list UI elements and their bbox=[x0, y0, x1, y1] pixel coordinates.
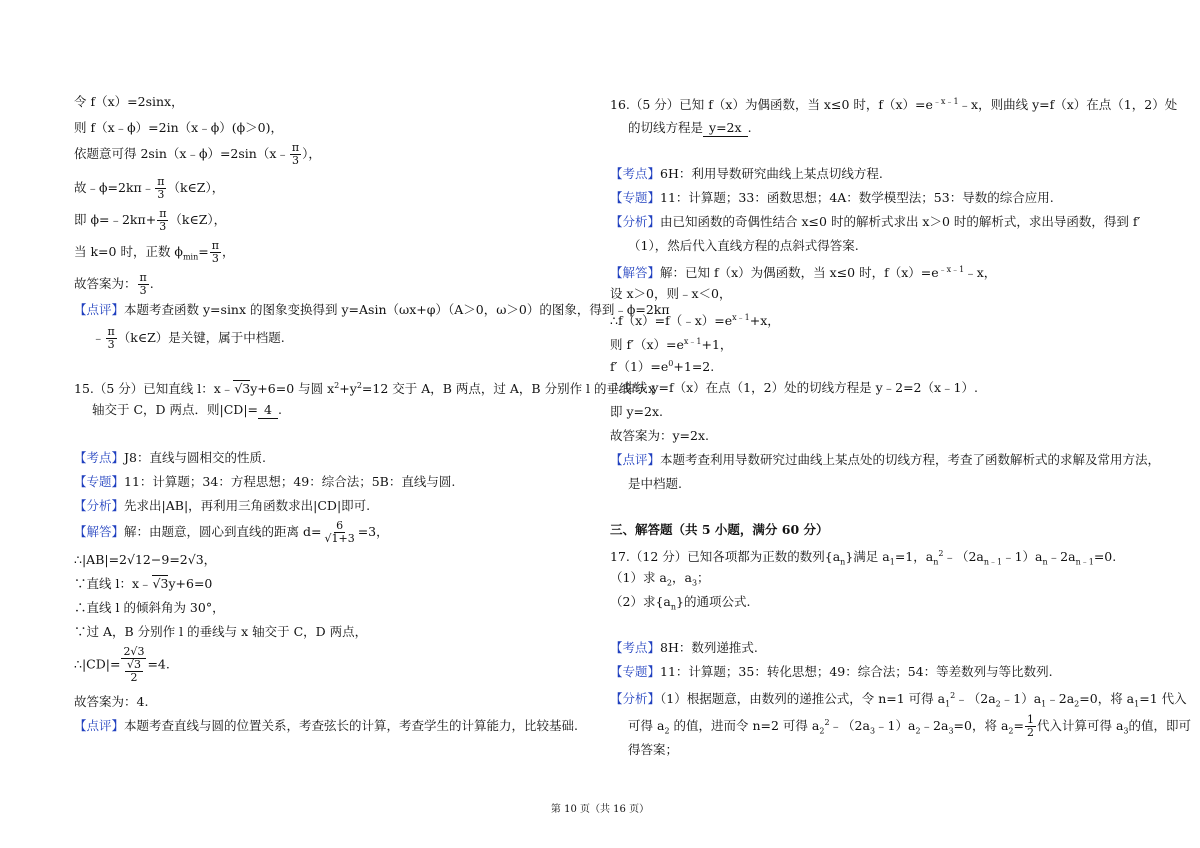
jieda-line: ∴直线 l 的倾斜角为 30°， bbox=[74, 600, 225, 615]
fraction: $\frac{\pi}{3}$ bbox=[157, 175, 165, 201]
fenxi-line: 【分析】由已知函数的奇偶性结合 x≤0 时的解析式求出 x＞0 时的解析式，求出导函数，得到 f′ bbox=[610, 214, 1141, 229]
fenxi-line: 【分析】先求出|AB|，再利用三角函数求出|CD|即可. bbox=[74, 498, 371, 513]
solution-line: 依题意可得 2sin（x﹣ϕ）=2sin（x﹣ $\frac{\pi}{3}$ ）， bbox=[74, 141, 321, 167]
question-15: 轴交于 C，D 两点．则|CD|= 4 . bbox=[92, 402, 282, 417]
fraction: $\frac{\pi}{3}$ bbox=[291, 141, 300, 167]
comment-line: ﹣ $\frac{\pi}{3}$ （k∈Z）是关键，属于中档题. bbox=[92, 325, 285, 351]
jieda-line: 设 x＞0，则﹣x＜0， bbox=[610, 286, 732, 301]
zhuanti-line: 【专题】11：计算题；34：方程思想；49：综合法；5B：直线与圆. bbox=[74, 474, 456, 489]
question-17: （1）求 $a_2$，$a_3$； bbox=[610, 570, 710, 588]
fraction: $\frac{1}{2}$ bbox=[1026, 713, 1034, 739]
section-heading: 三、解答题（共 5 小题，满分 60 分） bbox=[610, 522, 829, 537]
jieda-line: ∵直线 l：x﹣√3y+6=0 bbox=[74, 576, 213, 591]
jieda-line: ∴曲线 y=f（x）在点（1，2）处的切线方程是 y﹣2=2（x﹣1）. bbox=[610, 380, 978, 395]
fraction: $\frac{\pi}{3}$ bbox=[159, 207, 167, 233]
jieda-line: 【解答】解：已知 f（x）为偶函数，当 x≤0 时，$f(x)=e^{﹣x﹣1}﹣x$， bbox=[610, 265, 997, 281]
question-17: （2）求$\{a_n\}$的通项公式. bbox=[610, 594, 751, 612]
question-17: 17.（12 分）已知各项都为正数的数列$\{a_n\}$满足 $a_1=1$，$a_n^2﹣(2a_{n﹣1}﹣1)a_n﹣2a_{n﹣1}=0$. bbox=[610, 549, 1117, 567]
jieda-line: ∴|AB|=2√12−9=2√3， bbox=[74, 552, 217, 567]
fraction: $\frac{√3}{2}$ bbox=[126, 658, 141, 684]
comment-line: 【点评】本题考查利用导数研究过曲线上某点处的切线方程，考查了函数解析式的求解及常用方法， bbox=[610, 452, 1161, 467]
comment-line: 【点评】本题考查函数 y=sinx 的图象变换得到 y=Asin（ωx+φ）（A＞0，ω＞0）的图象，得到﹣ϕ=2kπ bbox=[74, 302, 670, 317]
jieda-line: $\therefore f(x)=f(﹣x)=e^{x﹣1}+x$， bbox=[610, 313, 780, 329]
answer-line: 故答案为：4. bbox=[74, 694, 149, 709]
jieda-line: 即 y=2x. bbox=[610, 404, 663, 419]
fenxi-line: 【分析】（1）根据题意，由数列的递推公式，令 n=1 可得 $a_1^2﹣(2a_2﹣1)a_1﹣2a_2=0$，将 $a_1=1$ 代入 bbox=[610, 691, 1187, 709]
page-footer: 第 10 页（共 16 页） bbox=[550, 804, 650, 815]
solution-line: 当 k=0 时，正数 $\phi_{min}=$ $\frac{\pi}{3}$ ， bbox=[74, 239, 235, 265]
solution-line: 令 f（x）=2sinx， bbox=[74, 94, 184, 109]
fraction: $\frac{6}{√1+3}$ bbox=[324, 519, 355, 545]
kaodian-line: 【考点】6H：利用导数研究曲线上某点切线方程. bbox=[610, 166, 883, 181]
jieda-line: 则 $f'(x)=e^{x﹣1}+1$， bbox=[610, 337, 733, 353]
fraction: $\frac{\pi}{3}$ bbox=[139, 271, 147, 297]
fenxi-line: 得答案； bbox=[628, 742, 679, 757]
fenxi-line: 可得 $a_2$ 的值，进而令 n=2 可得 $a_2^2﹣(2a_3﹣1)a_2﹣2a_3=0$，将 $a_2=$ $\frac{1}{2}$ 代入计算可得 $a_3$的值，即可 bbox=[628, 713, 1192, 739]
comment-line: 是中档题. bbox=[628, 476, 682, 491]
answer-blank: y=2x bbox=[703, 120, 748, 137]
jieda-line: $f'(1)=e^0+1=2$. bbox=[610, 359, 715, 375]
jieda-line: ∴|CD|= $\frac{2√3}{\frac{√3}{2}}$ =4. bbox=[74, 645, 170, 684]
zhuanti-line: 【专题】11：计算题；35：转化思想；49：综合法；54：等差数列与等比数列. bbox=[610, 664, 1053, 679]
fenxi-line: （1），然后代入直线方程的点斜式得答案. bbox=[628, 238, 859, 253]
kaodian-line: 【考点】J8：直线与圆相交的性质. bbox=[74, 450, 266, 465]
solution-line: 故﹣ϕ=2kπ﹣ $\frac{\pi}{3}$ （k∈Z）， bbox=[74, 175, 225, 201]
question-16: 16.（5 分）已知 f（x）为偶函数，当 x≤0 时，$f(x)=e^{﹣x﹣1}﹣x$，则曲线 y=f（x）在点（1，2）处 bbox=[610, 97, 1178, 113]
kaodian-line: 【考点】8H：数列递推式. bbox=[610, 640, 758, 655]
answer-line: 故答案为：y=2x. bbox=[610, 428, 710, 443]
question-16: 的切线方程是 y=2x . bbox=[628, 120, 752, 135]
fraction: $\frac{2√3}{\frac{√3}{2}}$ bbox=[123, 645, 145, 684]
fraction: $\frac{\pi}{3}$ bbox=[107, 325, 115, 351]
jieda-line: ∵过 A，B 分别作 l 的垂线与 x 轴交于 C，D 两点， bbox=[74, 624, 368, 639]
comment-line: 【点评】本题考查直线与圆的位置关系，考查弦长的计算，考查学生的计算能力，比较基础. bbox=[74, 718, 578, 733]
jieda-line: 【解答】解：由题意，圆心到直线的距离 d= $\frac{6}{√1+3}$ =3， bbox=[74, 519, 389, 545]
fraction: $\frac{\pi}{3}$ bbox=[211, 239, 219, 265]
solution-line: 则 f（x﹣ϕ）=2in（x﹣ϕ）(ϕ＞0)， bbox=[74, 120, 283, 135]
solution-line: 故答案为： $\frac{\pi}{3}$ . bbox=[74, 271, 154, 297]
solution-line: 即 ϕ=﹣2kπ+ $\frac{\pi}{3}$ （k∈Z）， bbox=[74, 207, 227, 233]
comment-tag: 【点评】 bbox=[74, 302, 125, 317]
zhuanti-line: 【专题】11：计算题；33：函数思想；4A：数学模型法；53：导数的综合应用. bbox=[610, 190, 1054, 205]
answer-blank: 4 bbox=[258, 402, 278, 419]
question-15: 15.（5 分）已知直线 l：x﹣√3y+6=0 与圆 $x^2+y^2=12$ 交于 A，B 两点，过 A，B 分别作 l 的垂线与 x bbox=[74, 381, 656, 397]
